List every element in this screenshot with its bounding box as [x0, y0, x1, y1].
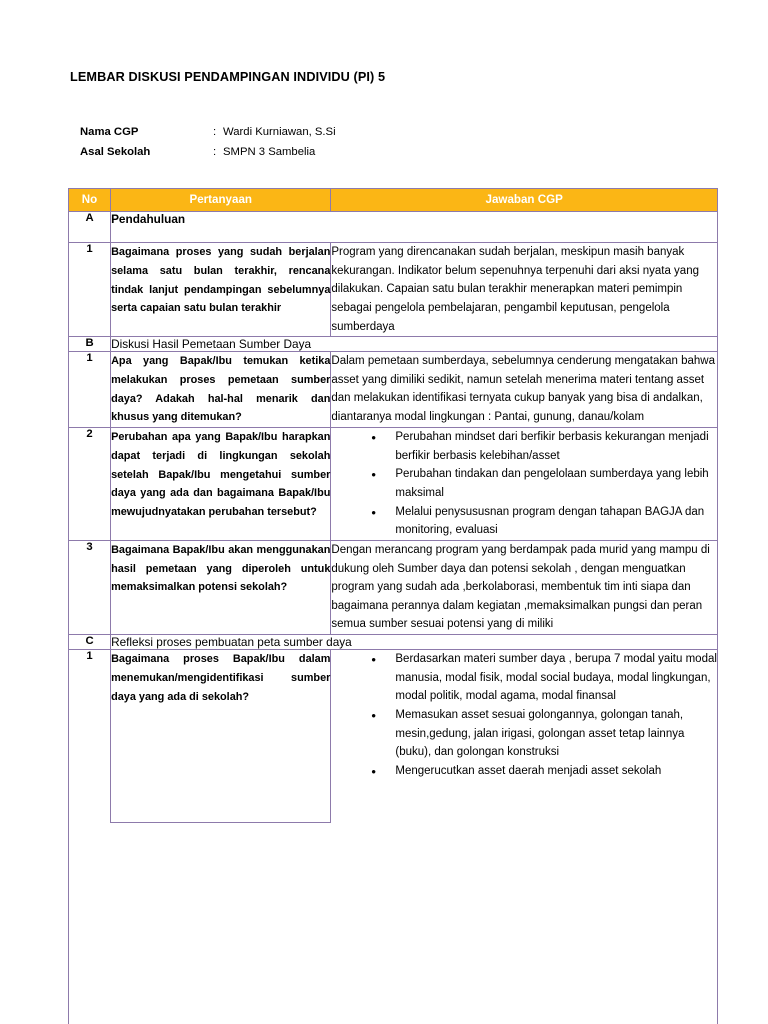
- list-item: • Perubahan tindakan dan pengelolaan sumberdaya yang lebih maksimal: [371, 465, 717, 502]
- section-letter: A: [69, 212, 111, 243]
- row-number: 2: [69, 428, 111, 541]
- row-answer: [331, 428, 718, 541]
- row-question: Apa yang Bapak/Ibu temukan ketika melakukan proses pemetaan sumber daya? Adakah hal-hal menarik dan khusus yang ditemukan?: [111, 352, 331, 428]
- column-header-jawaban: Jawaban CGP: [331, 189, 718, 212]
- section-title: Diskusi Hasil Pemetaan Sumber Daya: [111, 337, 718, 352]
- row-question: Perubahan apa yang Bapak/Ibu harapkan dapat terjadi di lingkungan sekolah setelah Bapak/Ibu mengetahui sumber daya yang ada dan bagaimana Bapak/Ibu mewujudnyatakan perubahan tersebut?: [111, 428, 331, 541]
- table-row: [69, 428, 718, 541]
- answer-paragraph: Program yang direncanakan sudah berjalan, meskipun masih banyak kekurangan. Indikator belum sepenuhnya terpenuhi dari aksi nyata yang dilakukan. Capaian satu bulan terakhir menerapkan materi pemimpin sebagai pengelola pembelajaran, pengambil keputusan, pengelola sumberdaya: [331, 246, 699, 333]
- meta-colon-asal-sekolah: :: [213, 146, 217, 158]
- table-left-edge: [68, 188, 69, 1024]
- meta-colon-nama-cgp: :: [213, 126, 217, 138]
- table-header-row: [69, 189, 718, 212]
- answer-paragraph: Dengan merancang program yang berdampak pada murid yang mampu di dukung oleh Sumber daya dan potensi sekolah , dengan menguatkan program yang sudah ada ,berkolaborasi, membentuk tim inti siapa dan bagaimana perannya dalam kegiatan ,memaksimalkan pungsi dan peran semua sumber sesuai potensi yang di miliki: [331, 543, 710, 631]
- row-answer: [331, 243, 718, 337]
- list-item: • Berdasarkan materi sumber daya , berupa 7 modal yaitu modal manusia, modal fisik, modal social budaya, modal lingkungan, modal politik, modal agama, modal finansal: [371, 650, 717, 706]
- discussion-table-wrapper: [68, 188, 718, 823]
- row-answer: [331, 650, 718, 823]
- section-letter: B: [69, 337, 111, 352]
- row-question: Bagaimana Bapak/Ibu akan menggunakan hasil pemetaan yang diperoleh untuk memaksimalkan potensi sekolah?: [111, 540, 331, 634]
- row-question: Bagaimana proses Bapak/Ibu dalam menemukan/mengidentifikasi sumber daya yang ada di sekolah?: [111, 650, 331, 823]
- discussion-table: [68, 188, 718, 823]
- section-title: Pendahuluan: [111, 212, 718, 243]
- section-header-row: [69, 635, 718, 650]
- row-question: Bagaimana proses yang sudah berjalan selama satu bulan terakhir, rencana tindak lanjut pendampingan sebelumnya serta capaian satu bulan terakhir: [111, 243, 331, 337]
- row-number: 1: [69, 650, 111, 823]
- meta-value-asal-sekolah: SMPN 3 Sambelia: [223, 146, 316, 158]
- meta-label-asal-sekolah: Asal Sekolah: [80, 146, 151, 158]
- list-item: • Mengerucutkan asset daerah menjadi asset sekolah: [371, 762, 717, 781]
- list-item: • Melalui penysususnan program dengan tahapan BAGJA dan monitoring, evaluasi: [371, 503, 717, 540]
- row-number: 3: [69, 540, 111, 634]
- meta-value-nama-cgp: Wardi Kurniawan, S.Si: [223, 126, 336, 138]
- section-header-row: [69, 337, 718, 352]
- section-title: Refleksi proses pembuatan peta sumber daya: [111, 635, 718, 650]
- table-row: [69, 650, 718, 823]
- row-answer: [331, 540, 718, 634]
- answer-bullet-list: [331, 650, 717, 780]
- column-header-pertanyaan: Pertanyaan: [111, 189, 331, 212]
- table-body: [69, 212, 718, 823]
- column-header-no: No: [69, 189, 111, 212]
- list-item: • Perubahan mindset dari berfikir berbasis kekurangan menjadi berfikir berbasis kelebihan/asset: [371, 428, 717, 465]
- row-answer: [331, 352, 718, 428]
- meta-row-nama-cgp: [80, 126, 336, 138]
- table-row: [69, 540, 718, 634]
- answer-paragraph: Dalam pemetaan sumberdaya, sebelumnya cenderung mengatakan bahwa asset yang dimiliki sedikit, namun setelah menerima materi tentang asset dan melakukan identifikasi ternyata cukup banyak yang bisa di andalkan, diantaranya modal lingkungan : Pantai, gunung, danau/kolam: [331, 355, 715, 423]
- section-header-row: [69, 212, 718, 243]
- row-number: 1: [69, 243, 111, 337]
- table-row: [69, 243, 718, 337]
- table-right-edge: [717, 188, 718, 1024]
- page-title: LEMBAR DISKUSI PENDAMPINGAN INDIVIDU (PI) 5: [70, 70, 386, 84]
- section-letter: C: [69, 635, 111, 650]
- table-head: [69, 189, 718, 212]
- row-number: 1: [69, 352, 111, 428]
- table-row: [69, 352, 718, 428]
- meta-label-nama-cgp: Nama CGP: [80, 126, 139, 138]
- list-item: • Memasukan asset sesuai golongannya, golongan tanah, mesin,gedung, jalan irigasi, golongan asset tetap lainnya (buku), dan golongan konstruksi: [371, 706, 717, 762]
- meta-row-asal-sekolah: [80, 146, 336, 158]
- answer-bullet-list: [331, 428, 717, 540]
- document-meta: [80, 126, 336, 166]
